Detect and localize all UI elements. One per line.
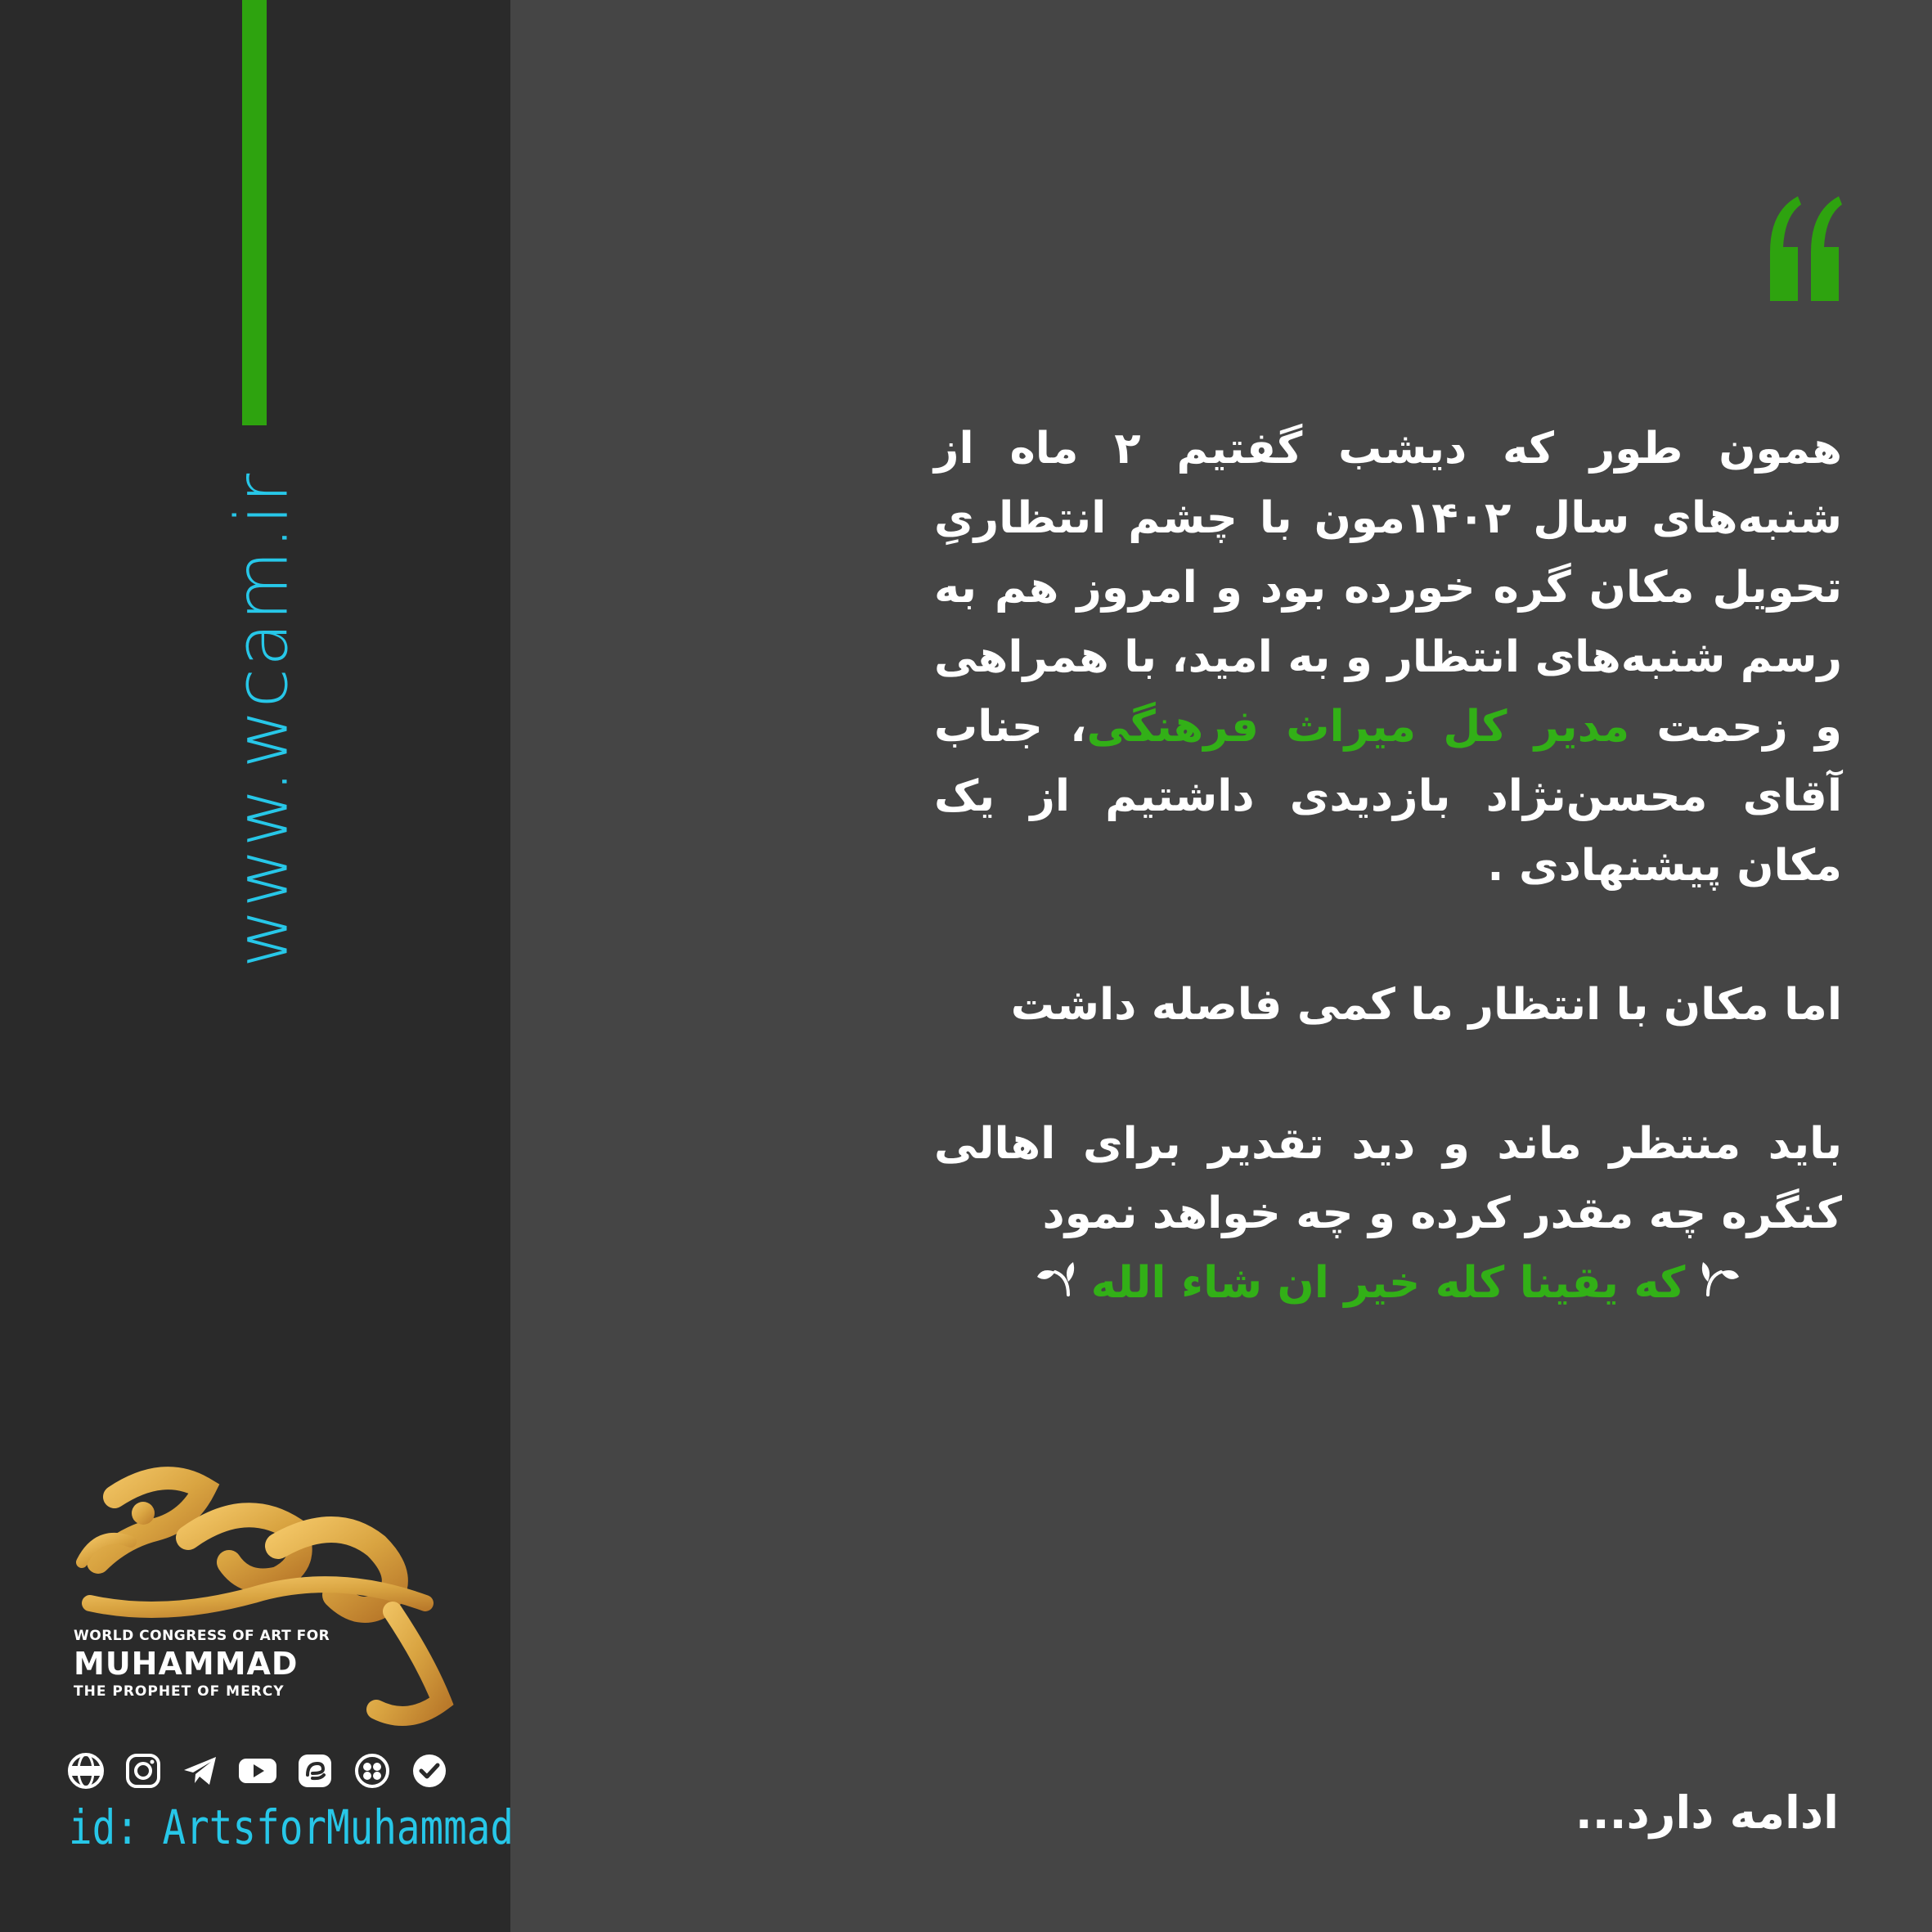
paragraph-3	[934, 1109, 1842, 1320]
social-id: id: ArtsforMuhammad	[69, 1799, 514, 1855]
logo-line-3: THE PROPHET OF MERCY	[74, 1683, 285, 1700]
sidebar	[0, 0, 514, 1932]
youtube-icon[interactable]	[237, 1750, 278, 1791]
paragraph-1-text-b: ، جناب آقای محسن‌نژاد بازدیدی داشتیم از یک مکان پیشنهادی .	[934, 702, 1842, 891]
website-url[interactable]: www.wcam.ir	[219, 471, 304, 968]
closing-line	[934, 1248, 1842, 1320]
www-globe-icon[interactable]	[65, 1750, 106, 1791]
main-text	[934, 414, 1842, 1320]
paragraph-2: اما مکان با انتظار ما کمی فاصله داشت	[1010, 980, 1842, 1030]
logo-line-1: WORLD CONGRESS OF ART FOR	[74, 1628, 330, 1644]
continued-label: ادامه دارد...	[1575, 1786, 1839, 1839]
social-icons	[65, 1749, 458, 1793]
logo-line-2: MUHAMMAD	[74, 1646, 299, 1682]
bale-icon[interactable]	[409, 1750, 450, 1791]
accent-bar	[242, 0, 267, 425]
sprig-icon	[1034, 1251, 1080, 1320]
congress-logo	[65, 1464, 458, 1742]
quote-icon	[1765, 195, 1844, 301]
paragraph-1-text-a: همون طور که دیشب گفتیم ۲ ماه از شنبه‌های سال ۱۴۰۲مون با چشم انتظاریِ تحویل مکان گره خورده بود و امروز هم به رسم شنبه‌های انتظار و به امید، با همراهی و زحمت	[934, 424, 1842, 752]
paragraph-1-highlight: مدیر کل میراث فرهنگی	[1086, 702, 1630, 752]
telegram-icon[interactable]	[180, 1750, 221, 1791]
eitaa-icon[interactable]	[294, 1750, 335, 1791]
closing-text: که یقینا کله خیر ان شاء الله	[1090, 1258, 1686, 1308]
rubika-icon[interactable]	[352, 1750, 393, 1791]
paragraph-3-text: باید منتظر ماند و دید تقدیر برای اهالی کنگره چه مقدر کرده و چه خواهد نمود	[934, 1119, 1842, 1238]
sprig-icon	[1696, 1251, 1742, 1320]
paragraph-1	[934, 414, 1842, 901]
instagram-icon[interactable]	[123, 1750, 164, 1791]
